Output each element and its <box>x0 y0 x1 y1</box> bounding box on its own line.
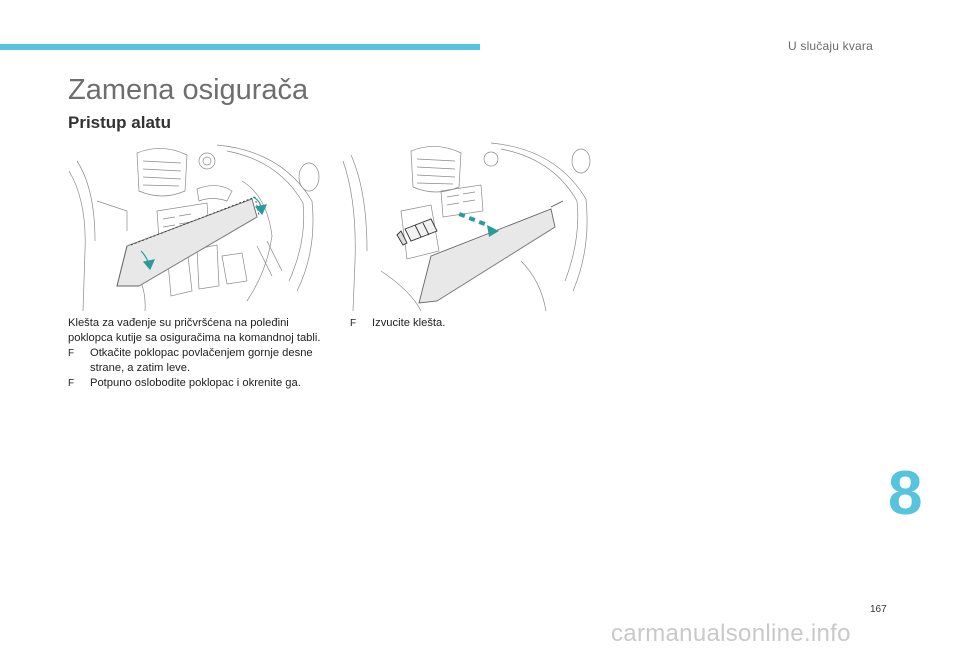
illustration-remove-pliers <box>341 141 597 312</box>
bullet-text: Potpuno oslobodite poklopac i okrenite ga. <box>90 377 301 389</box>
header-accent-bar <box>0 44 480 50</box>
instructions-left <box>68 316 330 391</box>
chapter-number: 8 <box>888 459 923 528</box>
chapter-tab <box>866 450 960 538</box>
bullet-arrow-icon: F <box>350 318 357 329</box>
illustration-unclip-cover <box>67 141 323 312</box>
instructions-right <box>350 316 612 331</box>
bullet-text: Otkačite poklopac povlačenjem gornje desne strane, a zatim leve. <box>90 347 313 374</box>
bullet-item <box>350 316 612 331</box>
bullet-item <box>68 346 330 376</box>
page-title: Zamena osigurača <box>68 74 309 106</box>
bullet-arrow-icon: F <box>68 348 75 359</box>
bullet-text: Izvucite klešta. <box>372 317 446 329</box>
section-title: Pristup alatu <box>68 113 171 132</box>
page-number: 167 <box>870 604 887 615</box>
watermark: carmanualsonline.info <box>611 620 851 647</box>
bullet-arrow-icon: F <box>68 378 75 389</box>
intro-paragraph: Klešta za vađenje su pričvršćena na poleđini poklopca kutije sa osiguračima na komandnoj tabli. <box>68 317 321 344</box>
dashboard-drawing-1 <box>67 141 323 312</box>
chapter-title: U slučaju kvara <box>787 39 873 53</box>
bullet-item <box>68 376 330 391</box>
dashboard-drawing-2 <box>341 141 597 312</box>
